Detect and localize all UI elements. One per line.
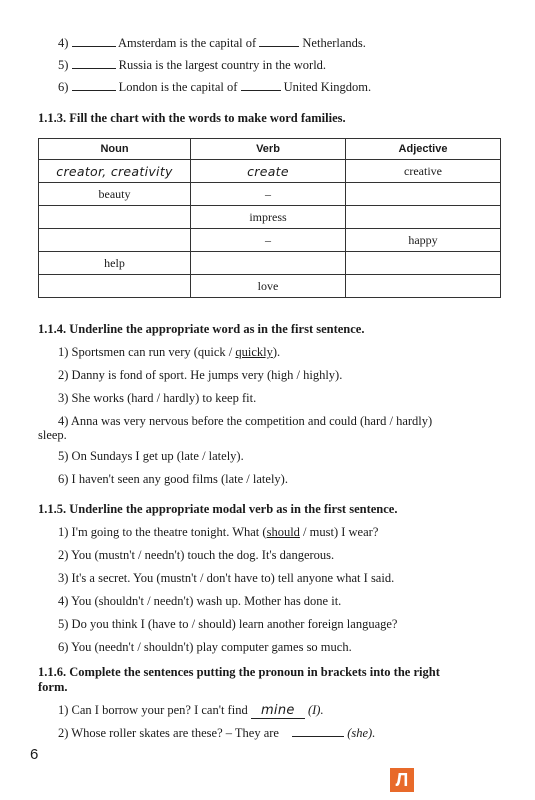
sentence[interactable]: 6) I haven't seen any good films (late / lately). bbox=[58, 472, 288, 486]
exercise-115-title: 1.1.5. Underline the appropriate modal verb as in the first sentence. bbox=[38, 502, 398, 516]
exercise-113-title: 1.1.3. Fill the chart with the words to make word families. bbox=[38, 111, 346, 125]
answer-field[interactable] bbox=[292, 735, 344, 737]
table-cell[interactable]: creator, creativity bbox=[39, 160, 191, 183]
sentence-text: 2) Whose roller skates are these? – They are bbox=[58, 726, 279, 740]
sentence-text: 1) Can I borrow your pen? I can't find bbox=[58, 703, 248, 717]
table-cell[interactable]: beauty bbox=[39, 183, 191, 206]
sentence-text: 1) Sportsmen can run very (quick / bbox=[58, 345, 236, 359]
sentence bbox=[58, 345, 280, 360]
table-cell[interactable]: happy bbox=[346, 229, 501, 252]
exercise-114-title: 1.1.4. Underline the appropriate word as in the first sentence. bbox=[38, 322, 365, 336]
answer-blank[interactable] bbox=[72, 67, 116, 69]
exercise-116-title-cont: form. bbox=[38, 680, 68, 694]
table-cell[interactable]: – bbox=[191, 183, 346, 206]
table-cell[interactable] bbox=[346, 252, 501, 275]
table-row bbox=[39, 252, 501, 275]
answer-blank[interactable] bbox=[241, 89, 281, 91]
sentence[interactable]: 2) You (mustn't / needn't) touch the dog. It's dangerous. bbox=[58, 548, 335, 562]
table-row bbox=[39, 229, 501, 252]
table-cell[interactable]: create bbox=[191, 160, 346, 183]
table-row bbox=[39, 183, 501, 206]
pronoun-hint: (I). bbox=[307, 703, 324, 717]
header-verb: Verb bbox=[191, 139, 346, 160]
table-cell[interactable]: – bbox=[191, 229, 346, 252]
table-cell[interactable] bbox=[39, 275, 191, 298]
underlined-answer: quickly bbox=[235, 345, 273, 359]
item-6 bbox=[58, 80, 371, 95]
sentence-text: ). bbox=[272, 345, 281, 359]
table-row bbox=[39, 160, 501, 183]
sentence-text: 1) I'm going to the theatre tonight. What ( bbox=[58, 525, 267, 539]
item-text: Netherlands. bbox=[302, 36, 366, 50]
sentence-continuation: sleep. bbox=[38, 428, 67, 442]
table-cell[interactable]: creative bbox=[346, 160, 501, 183]
table-cell[interactable]: love bbox=[191, 275, 346, 298]
sentence bbox=[58, 726, 375, 741]
page-number: 6 bbox=[30, 746, 39, 763]
table-cell[interactable] bbox=[346, 183, 501, 206]
publisher-logo: Л bbox=[390, 768, 414, 792]
sentence[interactable]: 5) Do you think I (have to / should) learn another foreign language? bbox=[58, 617, 398, 631]
sentence[interactable]: 5) On Sundays I get up (late / lately). bbox=[58, 449, 244, 463]
sentence bbox=[58, 703, 324, 719]
table-row bbox=[39, 275, 501, 298]
sentence-text: / must) I wear? bbox=[299, 525, 379, 539]
sentence[interactable]: 3) It's a secret. You (mustn't / don't have to) tell anyone what I said. bbox=[58, 571, 395, 585]
sentence bbox=[58, 525, 378, 540]
sentence[interactable]: 6) You (needn't / shouldn't) play computer games so much. bbox=[58, 640, 352, 654]
sentence[interactable]: 4) You (shouldn't / needn't) wash up. Mother has done it. bbox=[58, 594, 342, 608]
item-number: 4) bbox=[58, 36, 69, 50]
word-family-chart bbox=[38, 138, 501, 298]
answer-field[interactable]: mine bbox=[251, 703, 305, 719]
table-cell[interactable] bbox=[191, 252, 346, 275]
sentence[interactable]: 2) Danny is fond of sport. He jumps very (high / highly). bbox=[58, 368, 343, 382]
pronoun-hint: (she). bbox=[347, 726, 376, 740]
item-4 bbox=[58, 36, 366, 51]
item-text: United Kingdom. bbox=[283, 80, 372, 94]
table-cell[interactable] bbox=[39, 229, 191, 252]
header-noun: Noun bbox=[39, 139, 191, 160]
underlined-answer: should bbox=[266, 525, 300, 539]
answer-blank[interactable] bbox=[72, 45, 116, 47]
item-number: 6) bbox=[58, 80, 69, 94]
item-text: Amsterdam is the capital of bbox=[117, 36, 257, 50]
exercise-116-title: 1.1.6. Complete the sentences putting the pronoun in brackets into the right bbox=[38, 665, 440, 679]
item-text: Russia is the largest country in the world. bbox=[118, 58, 327, 72]
table-cell[interactable]: help bbox=[39, 252, 191, 275]
sentence[interactable]: 4) Anna was very nervous before the competition and could (hard / hardly) bbox=[58, 414, 433, 428]
table-cell[interactable] bbox=[346, 275, 501, 298]
table-cell[interactable]: impress bbox=[191, 206, 346, 229]
table-cell[interactable] bbox=[39, 206, 191, 229]
item-text: London is the capital of bbox=[118, 80, 238, 94]
item-number: 5) bbox=[58, 58, 69, 72]
table-row bbox=[39, 206, 501, 229]
answer-blank[interactable] bbox=[72, 89, 116, 91]
header-adjective: Adjective bbox=[346, 139, 501, 160]
item-5 bbox=[58, 58, 326, 73]
table-cell[interactable] bbox=[346, 206, 501, 229]
answer-blank[interactable] bbox=[259, 45, 299, 47]
sentence[interactable]: 3) She works (hard / hardly) to keep fit. bbox=[58, 391, 257, 405]
